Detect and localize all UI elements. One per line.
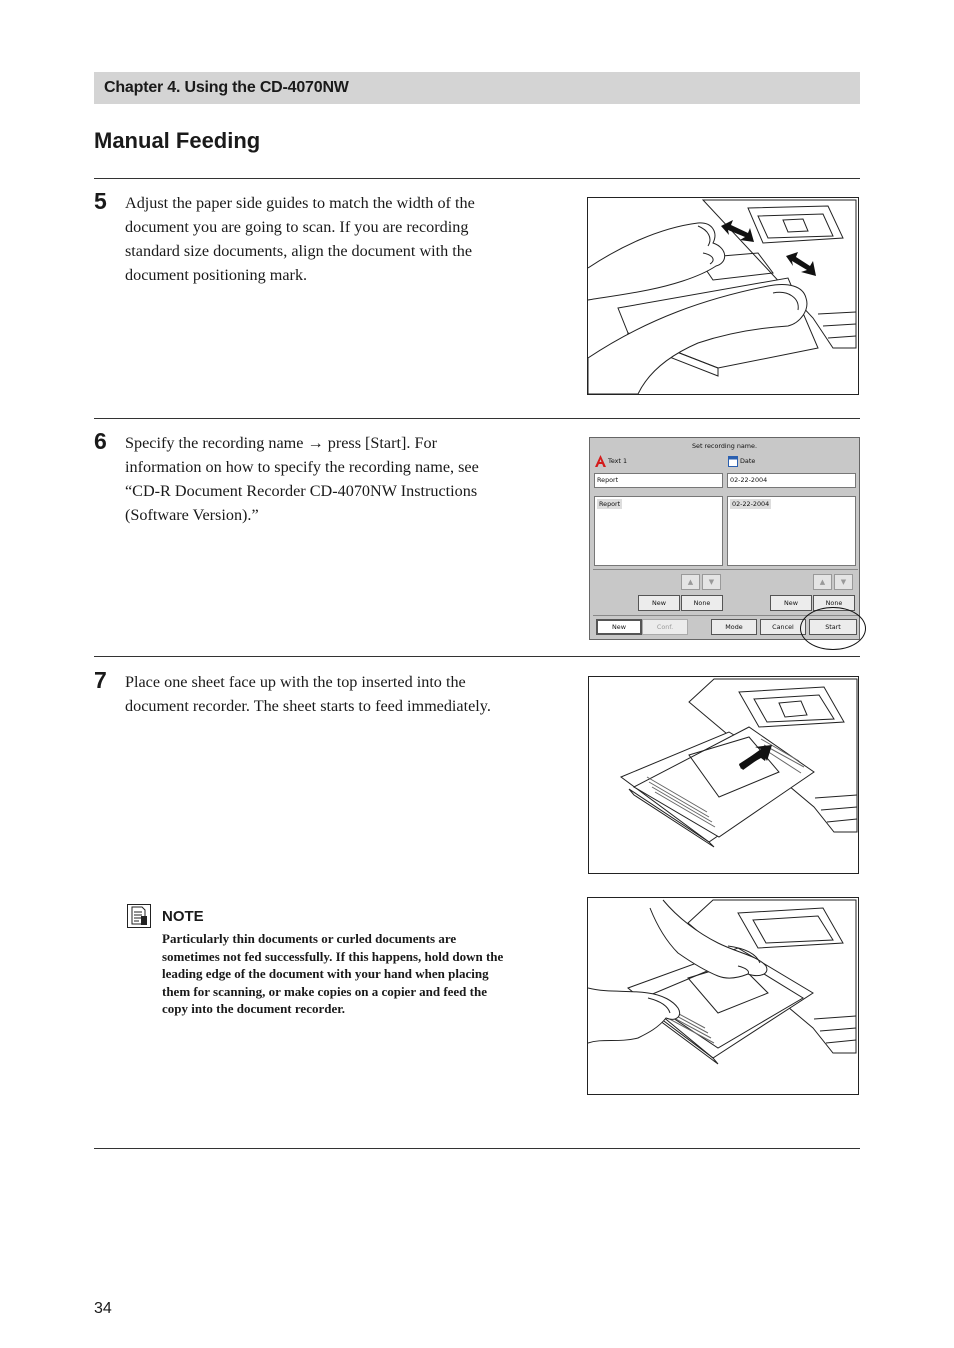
page-number: 34 [94,1300,112,1317]
divider [94,656,860,657]
divider [94,418,860,419]
step-text [125,431,545,527]
label-text: Text 1 [608,457,628,465]
text-line: document positioning mark. [125,266,308,284]
text1-field[interactable]: Report [594,473,723,488]
text-line: “CD-R Document Recorder CD-4070NW Instructions [125,482,478,500]
figure-insert-sheet [588,676,859,874]
text-line: Place one sheet face up with the top inserted into the [125,673,466,691]
note-icon [127,904,151,928]
step-text [125,191,545,287]
text1-list[interactable] [594,496,723,566]
screen-header: Set recording name. [691,442,757,450]
step-number: 7 [94,667,107,693]
scroll-down-button[interactable]: ▼ [702,574,721,590]
chapter-header-bar [94,72,860,104]
none-button[interactable]: None [681,595,723,611]
text-line: document you are going to scan. If you are recording [125,218,469,236]
scroll-down-button[interactable]: ▼ [834,574,853,590]
date-list[interactable] [727,496,856,566]
text-line: Particularly thin documents or curled documents are [162,931,457,946]
text-line: Specify the recording name → press [Start]. For [125,434,437,452]
new-button[interactable]: New [638,595,680,611]
step-number: 5 [94,188,107,214]
new-button[interactable]: New [770,595,812,611]
divider [94,1148,860,1149]
scroll-up-button[interactable]: ▲ [681,574,700,590]
conf-button[interactable]: Conf. [642,619,688,635]
text-line: information on how to specify the recording name, see [125,458,479,476]
mode-button[interactable]: Mode [711,619,757,635]
calendar-icon [728,455,738,467]
cancel-button[interactable]: Cancel [760,619,806,635]
page-title: Manual Feeding [94,128,261,153]
none-button[interactable]: None [813,595,855,611]
list-item[interactable]: Report [599,500,621,508]
text-icon [595,455,606,467]
bottom-new-button[interactable]: New [596,619,642,635]
text-line: Adjust the paper side guides to match the width of the [125,194,475,212]
text-line: document recorder. The sheet starts to feed immediately. [125,697,491,715]
step-number: 6 [94,428,107,454]
start-button[interactable]: Start [809,619,857,635]
date-label [728,455,755,467]
text-line: (Software Version).” [125,506,259,524]
chapter-title: Chapter 4. Using the CD-4070NW [104,79,349,96]
highlight-circle [800,607,866,650]
figure-adjust-guides [587,197,859,395]
text-line: them for scanning, or make copies on a copier and feed the [162,983,487,999]
text-line: leading edge of the document with your hand when placing [162,966,489,981]
note-text [162,930,542,1018]
list-item[interactable]: 02-22-2004 [732,500,770,508]
text-line: copy into the document recorder. [162,1001,346,1016]
note-title: NOTE [162,908,204,925]
text-line: standard size documents, align the document with the [125,242,473,260]
divider [94,178,860,179]
figure-hold-sheet [587,897,859,1095]
divider [593,569,858,570]
label-text: Date [740,457,756,465]
scroll-up-button[interactable]: ▲ [813,574,832,590]
text1-label [595,455,627,467]
date-field[interactable]: 02-22-2004 [727,473,856,488]
text-line: sometimes not fed successfully. If this happens, hold down the [162,948,504,964]
step-text [125,670,545,718]
